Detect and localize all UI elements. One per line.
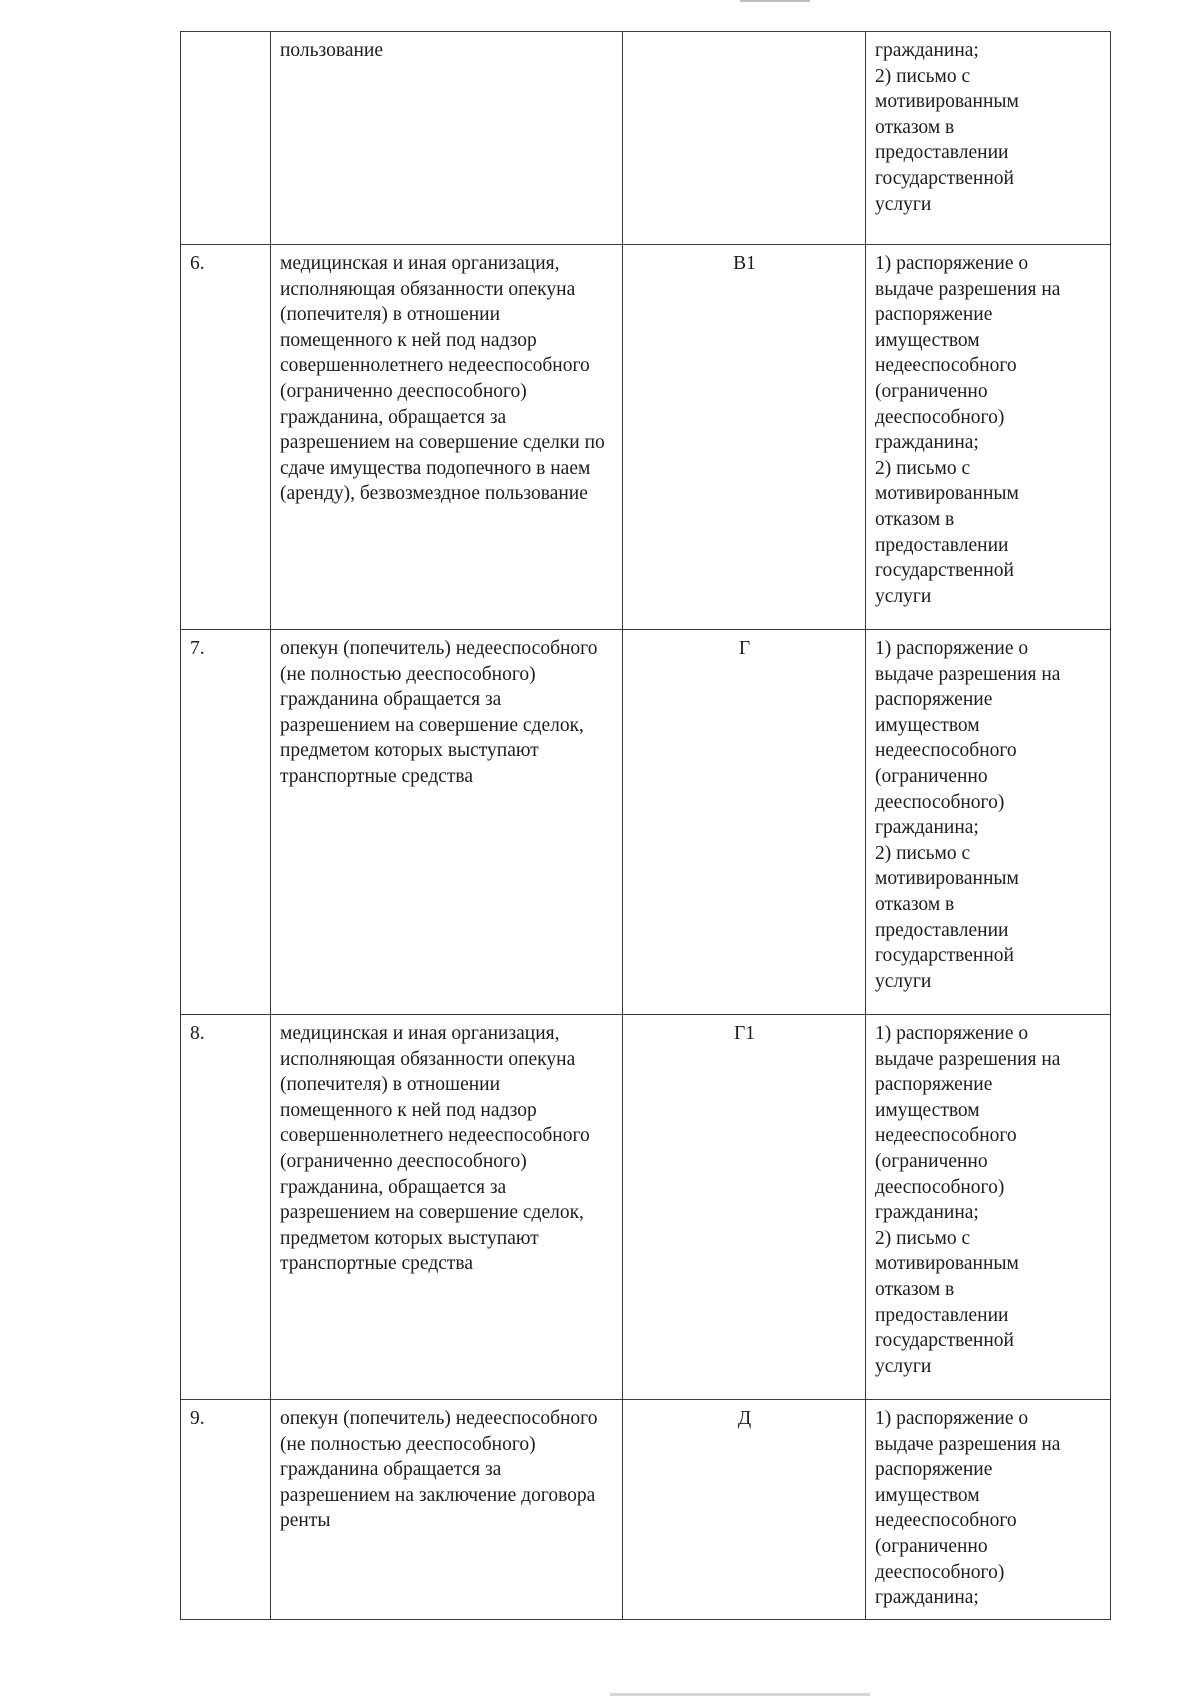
row-number-cell: 8. bbox=[181, 1015, 271, 1400]
result-line: гражданина; bbox=[875, 432, 979, 454]
row-number-cell: 6. bbox=[181, 245, 271, 630]
variant-code-cell: Д bbox=[623, 1400, 866, 1620]
result-line: недееспособного bbox=[875, 740, 1017, 762]
result-line: 2) письмо с bbox=[875, 65, 971, 87]
variant-code-cell bbox=[623, 32, 866, 245]
row-number-cell: 9. bbox=[181, 1400, 271, 1620]
result-line: выдаче разрешения на bbox=[875, 663, 1061, 685]
result-line: мотивированным bbox=[875, 868, 1019, 890]
variant-code-cell: В1 bbox=[623, 245, 866, 630]
result-cell bbox=[866, 245, 1111, 630]
result-line: государственной bbox=[875, 1330, 1014, 1352]
result-line: отказом в bbox=[875, 116, 955, 138]
result-cell bbox=[866, 32, 1111, 245]
result-line: 1) распоряжение о bbox=[875, 253, 1029, 274]
result-line: недееспособного bbox=[875, 1510, 1017, 1532]
result-line: имуществом bbox=[875, 714, 980, 736]
variant-code-cell: Г bbox=[623, 630, 866, 1015]
result-line: 2) письмо с bbox=[875, 842, 971, 864]
result-line: государственной bbox=[875, 560, 1014, 582]
result-line: услуги bbox=[875, 585, 932, 607]
row-number-cell bbox=[181, 32, 271, 245]
result-line: дееспособного) bbox=[875, 406, 1005, 428]
scan-artifact-top bbox=[740, 0, 810, 2]
result-line: мотивированным bbox=[875, 1253, 1019, 1275]
result-line: имуществом bbox=[875, 1099, 980, 1121]
result-line: предоставлении bbox=[875, 1304, 1009, 1326]
table-row bbox=[181, 630, 1111, 1015]
result-line: распоряжение bbox=[875, 689, 993, 711]
result-line: предоставлении bbox=[875, 919, 1009, 941]
row-number-cell: 7. bbox=[181, 630, 271, 1015]
result-line: мотивированным bbox=[875, 483, 1019, 505]
result-line: выдаче разрешения на bbox=[875, 1048, 1061, 1070]
result-line: дееспособного) bbox=[875, 791, 1005, 813]
result-line: имуществом bbox=[875, 329, 980, 351]
services-table bbox=[180, 31, 1111, 1620]
result-line: выдаче разрешения на bbox=[875, 1433, 1061, 1455]
result-line: гражданина; bbox=[875, 1202, 979, 1224]
result-line: отказом в bbox=[875, 1278, 955, 1300]
variant-code-cell: Г1 bbox=[623, 1015, 866, 1400]
result-line: дееспособного) bbox=[875, 1561, 1005, 1583]
applicant-description-cell: пользование bbox=[271, 32, 623, 245]
result-cell bbox=[866, 1015, 1111, 1400]
result-line: недееспособного bbox=[875, 1125, 1017, 1147]
result-line: гражданина; bbox=[875, 40, 979, 61]
result-line: 1) распоряжение о bbox=[875, 1408, 1029, 1429]
result-line: 2) письмо с bbox=[875, 1227, 971, 1249]
result-line: 2) письмо с bbox=[875, 457, 971, 479]
result-line: недееспособного bbox=[875, 355, 1017, 377]
table-row bbox=[181, 32, 1111, 245]
result-line: государственной bbox=[875, 945, 1014, 967]
result-line: распоряжение bbox=[875, 304, 993, 326]
result-line: дееспособного) bbox=[875, 1176, 1005, 1198]
result-line: распоряжение bbox=[875, 1074, 993, 1096]
result-line: 1) распоряжение о bbox=[875, 638, 1029, 659]
applicant-description-cell: медицинская и иная организация, исполняющая обязанности опекуна (попечителя) в отношении помещенного к ней под надзор совершеннолетнего недееспособного (ограниченно дееспособного) гражданина, обращается за разрешением на совершение сделок, предметом которых выступают транспортные средства bbox=[271, 1015, 623, 1400]
result-line: гражданина; bbox=[875, 817, 979, 839]
result-line: гражданина; bbox=[875, 1587, 979, 1609]
result-line: (ограниченно bbox=[875, 1150, 988, 1172]
table-row bbox=[181, 1015, 1111, 1400]
result-line: услуги bbox=[875, 970, 932, 992]
result-line: мотивированным bbox=[875, 91, 1019, 113]
result-line: отказом в bbox=[875, 893, 955, 915]
table-row bbox=[181, 245, 1111, 630]
result-line: 1) распоряжение о bbox=[875, 1023, 1029, 1044]
result-line: услуги bbox=[875, 1355, 932, 1377]
applicant-description-cell: медицинская и иная организация, исполняющая обязанности опекуна (попечителя) в отношении помещенного к ней под надзор совершеннолетнего недееспособного (ограниченно дееспособного) гражданина, обращается за разрешением на совершение сделки по сдаче имущества подопечного в наем (аренду), безвозмездное пользование bbox=[271, 245, 623, 630]
result-line: имуществом bbox=[875, 1484, 980, 1506]
applicant-description-cell: опекун (попечитель) недееспособного (не полностью дееспособного) гражданина обращается за разрешением на заключение договора ренты bbox=[271, 1400, 623, 1620]
result-line: услуги bbox=[875, 193, 932, 215]
result-line: предоставлении bbox=[875, 534, 1009, 556]
result-line: (ограниченно bbox=[875, 765, 988, 787]
applicant-description-cell: опекун (попечитель) недееспособного (не полностью дееспособного) гражданина обращается за разрешением на совершение сделок, предметом которых выступают транспортные средства bbox=[271, 630, 623, 1015]
result-cell bbox=[866, 630, 1111, 1015]
result-line: распоряжение bbox=[875, 1459, 993, 1481]
table-row bbox=[181, 1400, 1111, 1620]
result-cell bbox=[866, 1400, 1111, 1620]
result-line: (ограниченно bbox=[875, 1535, 988, 1557]
result-line: предоставлении bbox=[875, 142, 1009, 164]
scan-artifact-bottom bbox=[610, 1693, 870, 1696]
result-line: государственной bbox=[875, 167, 1014, 189]
result-line: (ограниченно bbox=[875, 380, 988, 402]
result-line: выдаче разрешения на bbox=[875, 278, 1061, 300]
result-line: отказом в bbox=[875, 508, 955, 530]
